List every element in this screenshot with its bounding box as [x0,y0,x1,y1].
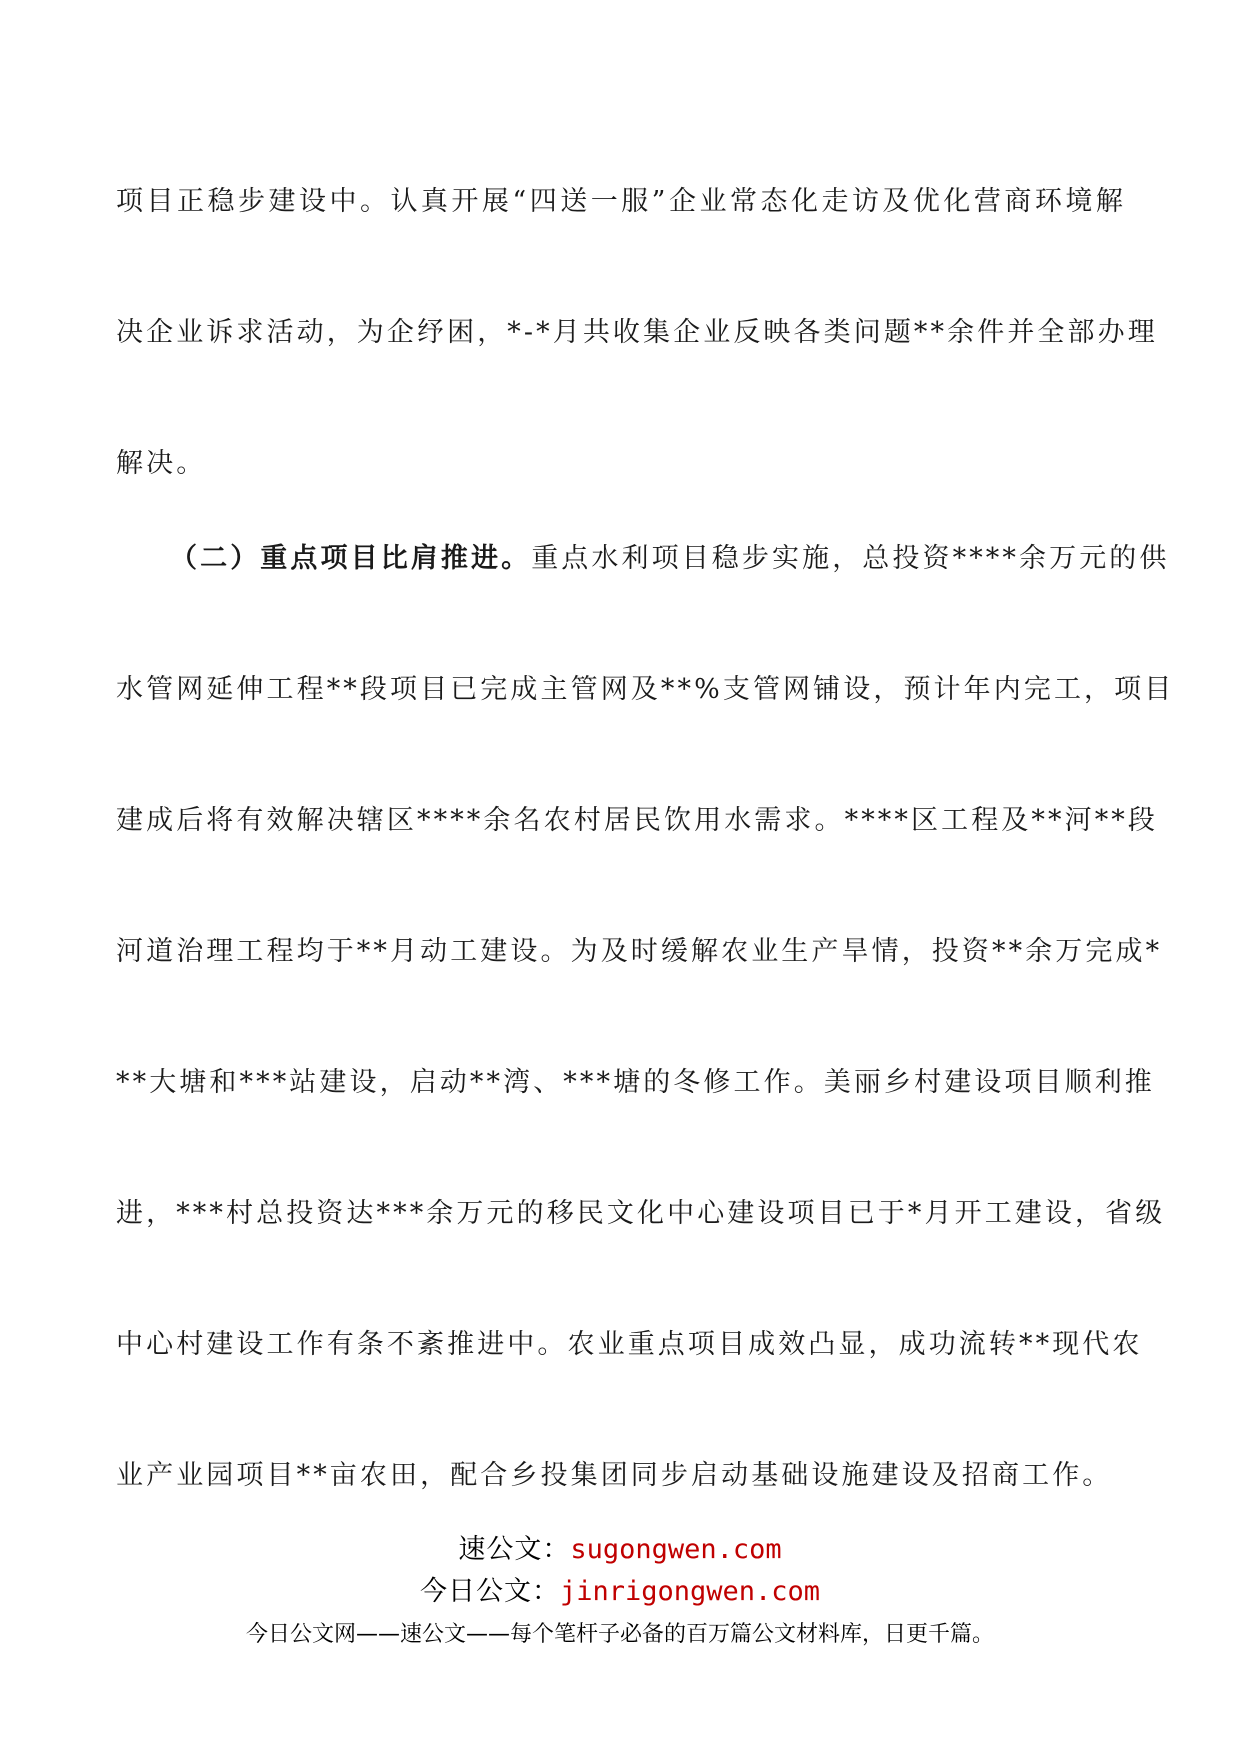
footer-label: 速公文： [458,1534,571,1565]
paragraph-line: 河道治理工程均于**月动工建设。为及时缓解农业生产旱情，投资**余万完成* [116,936,1163,967]
footer-sugongwen [0,1532,1240,1568]
paragraph-line: 业产业园项目**亩农田，配合乡投集团同步启动基础设施建设及招商工作。 [116,1460,1113,1491]
footer-tagline: 今日公文网——速公文——每个笔杆子必备的百万篇公文材料库，日更千篇。 [245,1622,994,1647]
footer-label: 今日公文： [419,1576,560,1607]
section-heading-line [170,541,1170,577]
paragraph-line: 建成后将有效解决辖区****余名农村居民饮用水需求。****区工程及**河**段 [116,805,1158,836]
paragraph-text: 重点水利项目稳步实施，总投资****余万元的供 [531,543,1170,574]
paragraph-line: 决企业诉求活动，为企纾困，*-*月共收集企业反映各类问题**余件并全部办理 [116,317,1158,348]
sugongwen-link[interactable]: sugongwen.com [570,1534,782,1565]
footer-jinrigongwen [0,1574,1240,1610]
paragraph-line: 解决。 [116,448,207,479]
paragraph-line: 进，***村总投资达***余万元的移民文化中心建设项目已于*月开工建设，省级 [116,1198,1166,1229]
paragraph-line: 水管网延伸工程**段项目已完成主管网及**%支管网铺设，预计年内完工，项目 [116,674,1175,705]
paragraph-line: 项目正稳步建设中。认真开展“四送一服”企业常态化走访及优化营商环境解 [116,186,1126,217]
jinrigongwen-link[interactable]: jinrigongwen.com [559,1576,821,1607]
paragraph-line: **大塘和***站建设，启动**湾、***塘的冬修工作。美丽乡村建设项目顺利推 [116,1067,1155,1098]
paragraph-line: 中心村建设工作有条不紊推进中。农业重点项目成效凸显，成功流转**现代农 [116,1329,1143,1360]
section-heading: （二）重点项目比肩推进。 [170,543,532,574]
